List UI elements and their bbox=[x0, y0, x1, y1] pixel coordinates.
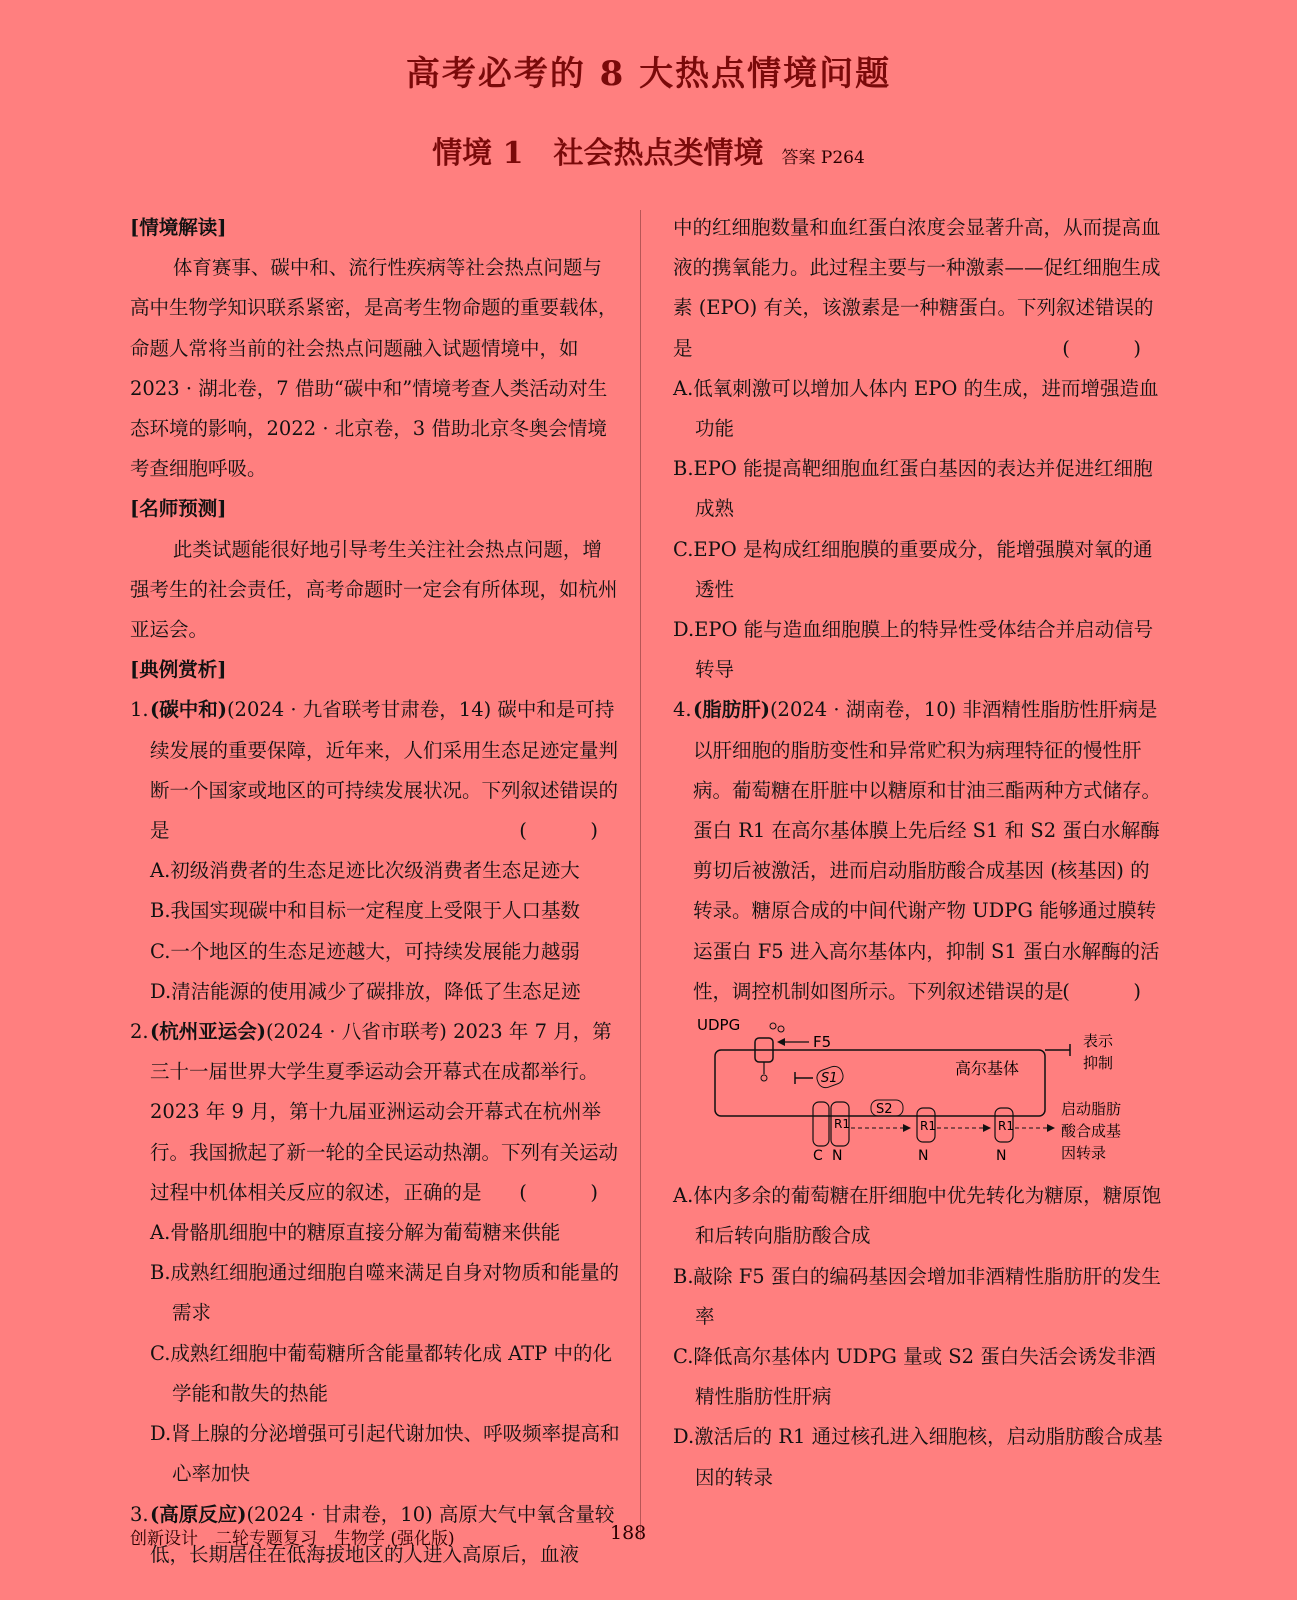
example-heading: [典例赏析] bbox=[130, 658, 227, 682]
q1-option-b: B.我国实现碳中和目标一定程度上受限于人口基数 bbox=[150, 899, 581, 923]
question-2 bbox=[130, 1012, 620, 1494]
result-label-2: 酸合成基 bbox=[1061, 1122, 1122, 1141]
q3-stem-right: 中的红细胞数量和血红蛋白浓度会显著升高，从而提高血液的携氧能力。此过程主要与一种激素——促红细胞生成素 (EPO) 有关，该激素是一种糖蛋白。下列叙述错误的是 ( ) bbox=[673, 208, 1163, 369]
n-label-2: N bbox=[918, 1148, 929, 1163]
interp-body: 体育赛事、碳中和、流行性疾病等社会热点问题与高中生物学知识联系紧密，是高考生物命题的重要载体，命题人常将当前的社会热点问题融入试题情境中，如 2023 · 湖北卷，7 借助“碳中和”情境考查人类活动对生态环境的影响，2022 · 北京卷，3 借助北京冬奥会情境考查细胞呼吸。 bbox=[130, 256, 618, 481]
r1-label: R1 bbox=[834, 1117, 850, 1132]
q1-option-d: D.清洁能源的使用减少了碳排放，降低了生态足迹 bbox=[150, 979, 581, 1003]
n-label-3: N bbox=[996, 1148, 1007, 1163]
q3-option-d: D.EPO 能与造血细胞膜上的特异性受体结合并启动信号转导 bbox=[673, 618, 1154, 682]
page-number: 188 bbox=[610, 1522, 647, 1544]
q3-tag: (高原反应) bbox=[150, 1502, 247, 1526]
r1-label-2: R1 bbox=[920, 1119, 936, 1134]
q4-option-b: B.敲除 F5 蛋白的编码基因会增加非酒精性脂肪肝的发生率 bbox=[673, 1264, 1161, 1328]
page-title: 高考必考的 8 大热点情境问题 bbox=[405, 54, 892, 94]
golgi-label: 高尔基体 bbox=[955, 1059, 1020, 1079]
f5-label: F5 bbox=[813, 1033, 832, 1052]
predict-body: 此类试题能很好地引导考生关注社会热点问题，增强考生的社会责任，高考命题时一定会有所体现，如杭州亚运会。 bbox=[130, 537, 618, 642]
q1-option-a: A.初级消费者的生态足迹比次级消费者生态足迹大 bbox=[150, 859, 580, 883]
q4-option-a: A.体内多余的葡萄糖在肝细胞中优先转化为糖原，糖原饱和后转向脂肪酸合成 bbox=[673, 1184, 1162, 1248]
q1-option-c: C.一个地区的生态足迹越大，可持续发展能力越弱 bbox=[150, 939, 580, 963]
footer-book-title: 创新设计 二轮专题复习 生物学 (强化版) bbox=[130, 1529, 455, 1549]
n-label-1: N bbox=[832, 1148, 843, 1163]
r1-label-3: R1 bbox=[998, 1119, 1014, 1134]
question-1 bbox=[130, 690, 620, 1012]
result-label-3: 因转录 bbox=[1061, 1144, 1107, 1163]
q3-option-a: A.低氧刺激可以增加人体内 EPO 的生成，进而增强造血功能 bbox=[673, 376, 1159, 441]
s2-label: S2 bbox=[876, 1102, 893, 1118]
legend-label: 表示 bbox=[1083, 1032, 1114, 1051]
q4-option-c: C.降低高尔基体内 UDPG 量或 S2 蛋白失活会诱发非酒精性脂肪性肝病 bbox=[673, 1345, 1156, 1409]
q2-answer-bracket: ( ) bbox=[519, 1180, 620, 1204]
predict-heading: [名师预测] bbox=[130, 497, 227, 521]
q2-number: 2. bbox=[130, 1020, 149, 1044]
question-4 bbox=[673, 690, 1163, 1497]
r1-c-segment bbox=[813, 1102, 829, 1146]
q1-stem: (2024 · 九省联考甘肃卷，14) 碳中和是可持续发展的重要保障，近年来，人们采用生态足迹定量判断一个国家或地区的可持续发展状况。下列叙述错误的是 bbox=[150, 698, 619, 843]
q2-option-c: C.成熟红细胞中葡萄糖所含能量都转化成 ATP 中的化学能和散失的热能 bbox=[150, 1341, 612, 1405]
q1-tag: (碳中和) bbox=[150, 698, 227, 722]
q4-stem: (2024 · 湖南卷，10) 非酒精性脂肪性肝病是以肝细胞的脂肪变性和异常贮积为病理特征的慢性肝病。葡萄糖在肝脏中以糖原和甘油三酯两种方式储存。蛋白 R1 在高尔基体膜上先后经 S1 和 S2 蛋白水解酶剪切后被激活，进而启动脂肪酸合成基因 (核基因) 的转录。糖原合成的中间代谢产物 UDPG 能够通过膜转运蛋白 F5 进入高尔基体内，抑制 S1 蛋白水解酶的活性，调控机制如图所示。下列叙述错误的是 bbox=[693, 698, 1162, 1003]
column-divider bbox=[640, 210, 641, 1540]
answer-ref: 答案 P264 bbox=[781, 148, 865, 168]
right-column bbox=[673, 208, 1163, 1498]
c-label: C bbox=[813, 1148, 823, 1163]
q3-answer-bracket: ( ) bbox=[1062, 336, 1163, 360]
q2-stem: (2024 · 八省市联考) 2023 年 7 月，第三十一届世界大学生夏季运动会开幕式在成都举行。2023 年 9 月，第十九届亚洲运动会开幕式在杭州举行。我国掀起了新一轮的全民运动热潮。下列有关运动过程中机体相关反应的叙述，正确的是 bbox=[150, 1020, 619, 1204]
q4-tag: (脂肪肝) bbox=[693, 698, 770, 722]
q3-number: 3. bbox=[130, 1502, 149, 1526]
q2-option-b: B.成熟红细胞通过细胞自噬来满足自身对物质和能量的需求 bbox=[150, 1261, 620, 1325]
interp-heading: [情境解读] bbox=[130, 216, 227, 239]
legend-label-2: 抑制 bbox=[1083, 1054, 1114, 1073]
q2-tag: (杭州亚运会) bbox=[150, 1020, 266, 1044]
left-column bbox=[130, 208, 620, 1575]
result-label-1: 启动脂肪 bbox=[1061, 1100, 1122, 1119]
golgi-regulation-diagram bbox=[685, 1012, 1145, 1162]
q1-answer-bracket: ( ) bbox=[519, 819, 620, 843]
q2-option-d: D.肾上腺的分泌增强可引起代谢加快、呼吸频率提高和心率加快 bbox=[150, 1422, 620, 1486]
q4-option-d: D.激活后的 R1 通过核孔进入细胞核，启动脂肪酸合成基因的转录 bbox=[673, 1425, 1163, 1489]
q4-number: 4. bbox=[673, 698, 692, 722]
section-title bbox=[0, 128, 1297, 172]
q2-option-a: A.骨骼肌细胞中的糖原直接分解为葡萄糖来供能 bbox=[150, 1221, 561, 1245]
q1-number: 1. bbox=[130, 698, 149, 722]
udpg-label: UDPG bbox=[697, 1016, 741, 1035]
q3-option-c: C.EPO 是构成红细胞膜的重要成分，能增强膜对氧的通透性 bbox=[673, 537, 1153, 601]
q4-answer-bracket: ( ) bbox=[1062, 979, 1163, 1003]
q3-stem-left: (2024 · 甘肃卷，10) 高原大气中氧含量较低，长期居住在低海拔地区的人进入高原后，血液 bbox=[150, 1502, 615, 1566]
q3-option-b: B.EPO 能提高靶细胞血红蛋白基因的表达并促进红细胞成熟 bbox=[673, 457, 1153, 521]
section-title-text: 情境 1 社会热点类情境 bbox=[432, 136, 764, 171]
s1-label: S1 bbox=[821, 1071, 838, 1087]
